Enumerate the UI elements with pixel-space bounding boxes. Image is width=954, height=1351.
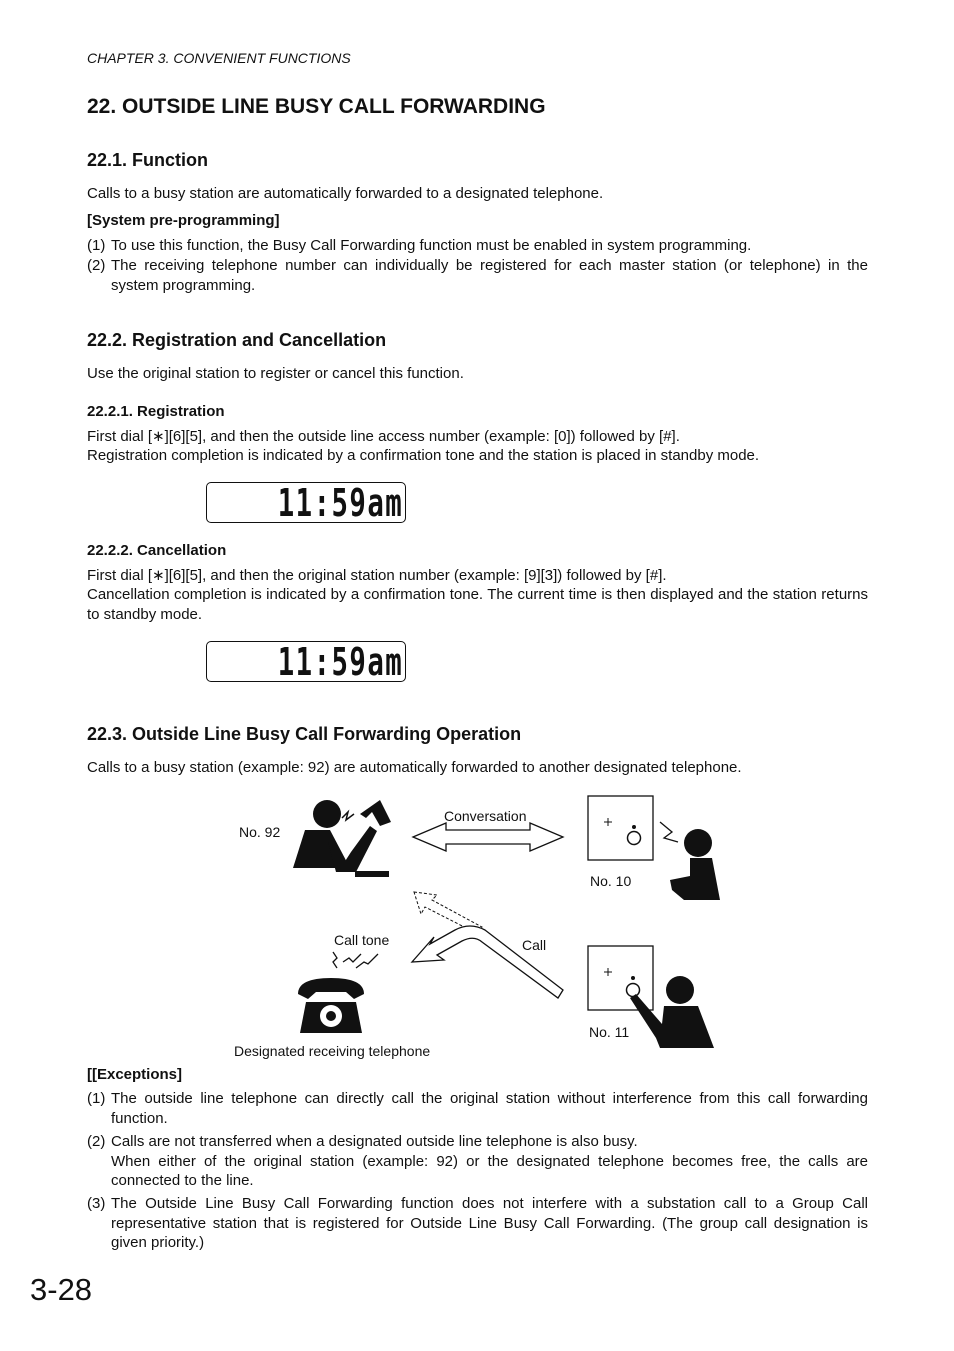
list-item [87, 256, 868, 295]
list-item-number: (2) [87, 257, 106, 274]
person-on-phone-icon [293, 800, 391, 877]
lcd-time-text: 11:59am [277, 481, 403, 525]
section-heading-registration-cancellation: 22.2. Registration and Cancellation [87, 330, 387, 350]
label-no92: No. 92 [239, 824, 281, 840]
chapter-header: CHAPTER 3. CONVENIENT FUNCTIONS [87, 50, 351, 66]
list-item-number: (1) [87, 1090, 106, 1107]
operation-body: Calls to a busy station (example: 92) are automatically forwarded to another designated telephone. [87, 759, 742, 776]
list-item-text-line: When either of the original station (example: 92) or the designated telephone becomes free, the calls are connected to the line. [111, 1152, 868, 1189]
label-no11: No. 11 [589, 1024, 630, 1040]
list-item-text: The Outside Line Busy Call Forwarding function does not interfere with a substation call to a Group Call representative station that is registered for Outside Line Busy Call Forwarding. (The group call designation is given priority.) [111, 1195, 868, 1251]
exceptions-heading: [[Exceptions] [87, 1066, 183, 1083]
station-panel-no11-icon [588, 946, 653, 1010]
call-tone-icon [333, 952, 378, 968]
station-panel-no10-icon [588, 796, 653, 860]
list-item-number: (2) [87, 1133, 106, 1150]
registration-line-1: First dial [∗][6][5], and then the outside line access number (example: [0]) followed by [#]. [87, 428, 680, 445]
label-no10: No. 10 [590, 873, 632, 889]
list-item-text [111, 1132, 868, 1191]
list-item-number: (1) [87, 237, 106, 254]
list-item [87, 1132, 868, 1191]
section-heading-function: 22.1. Function [87, 150, 209, 170]
forwarding-diagram [0, 780, 954, 1070]
label-call: Call [522, 937, 547, 953]
lcd-time-text: 11:59am [277, 640, 403, 684]
system-preprogramming-heading: [System pre-programming] [87, 212, 280, 229]
list-item-text-line: Calls are not transferred when a designated outside line telephone is also busy. [111, 1133, 638, 1150]
label-designated-telephone: Designated receiving telephone [234, 1043, 431, 1059]
person-talking-icon [660, 822, 720, 900]
registration-cancellation-body: Use the original station to register or cancel this function. [87, 365, 464, 382]
label-call-tone: Call tone [334, 932, 390, 948]
lcd-display-registration [206, 482, 406, 523]
cancellation-heading: 22.2.2. Cancellation [87, 542, 227, 559]
label-conversation: Conversation [444, 808, 527, 824]
list-item-text: The outside line telephone can directly call the original station without interference from this call forwarding function. [111, 1090, 868, 1127]
function-body: Calls to a busy station are automatically forwarded to a designated telephone. [87, 185, 604, 202]
registration-heading: 22.2.1. Registration [87, 403, 225, 420]
list-item-text: The receiving telephone number can individually be registered for each master station (or telephone) in the system programming. [111, 257, 868, 294]
list-item-text: To use this function, the Busy Call Forwarding function must be enabled in system programming. [111, 237, 752, 254]
cancellation-line-1: First dial [∗][6][5], and then the original station number (example: [9][3]) followed by [#]. [87, 567, 667, 584]
list-item [87, 1194, 868, 1253]
conversation-arrow [413, 823, 563, 851]
list-item [87, 236, 868, 256]
telephone-icon [298, 978, 364, 1033]
page-title: 22. OUTSIDE LINE BUSY CALL FORWARDING [87, 95, 546, 118]
page-number: 3-28 [30, 1272, 93, 1307]
section-heading-operation: 22.3. Outside Line Busy Call Forwarding Operation [87, 724, 522, 744]
cancellation-line-2: Cancellation completion is indicated by a confirmation tone. The current time is then displayed and the station returns to standby mode. [87, 586, 868, 623]
registration-line-2: Registration completion is indicated by a confirmation tone and the station is placed in standby mode. [87, 447, 760, 464]
list-item [87, 1089, 868, 1128]
list-item-number: (3) [87, 1195, 106, 1212]
lcd-display-cancellation [206, 641, 406, 682]
